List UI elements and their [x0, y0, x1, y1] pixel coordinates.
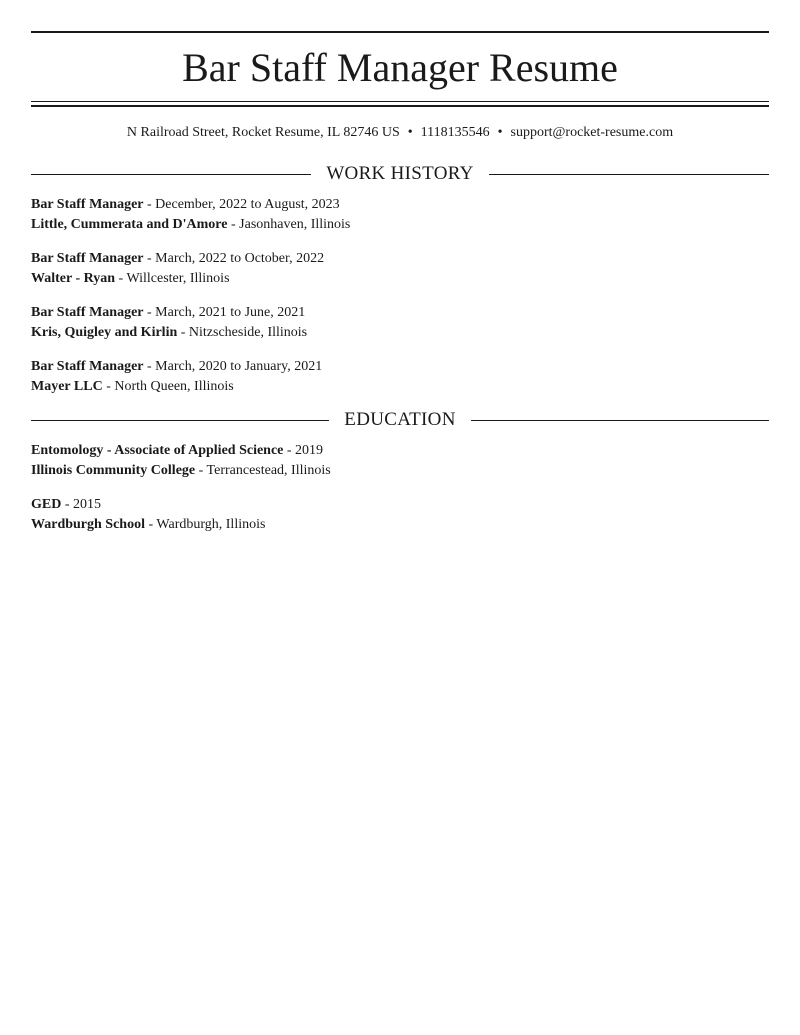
work-entry-role: Bar Staff Manager: [31, 251, 144, 266]
work-entry-role: Bar Staff Manager: [31, 359, 144, 374]
work-entry-location: - Nitzscheside, Illinois: [177, 325, 308, 340]
education-entry-school-line: [31, 461, 769, 481]
work-entry-company-line: [31, 323, 769, 343]
work-entry-role: Bar Staff Manager: [31, 197, 144, 212]
work-entry-location: - Jasonhaven, Illinois: [227, 217, 351, 232]
education-entry-degree: GED: [31, 497, 62, 512]
work-entry-company-line: [31, 377, 769, 397]
work-entry-location: - Willcester, Illinois: [115, 271, 230, 286]
education-entry-location: - Terrancestead, Illinois: [195, 463, 331, 478]
education-entry-degree-line: [31, 495, 769, 515]
education-entry-year: - 2019: [283, 443, 324, 458]
resume-title: Bar Staff Manager Resume: [182, 45, 618, 90]
education-entry-degree: Entomology - Associate of Applied Science: [31, 443, 284, 458]
section-rule-right: [471, 420, 769, 421]
contact-separator: •: [407, 125, 413, 140]
work-entry-dates: - March, 2022 to October, 2022: [143, 251, 325, 266]
section-heading-label: WORK HISTORY: [326, 163, 474, 184]
education-entry-school: Wardburgh School: [31, 517, 145, 532]
work-entry-dates: - March, 2021 to June, 2021: [143, 305, 306, 320]
education-heading: [31, 408, 769, 432]
section-rule-left: [31, 174, 311, 175]
work-entry-role-line: [31, 195, 769, 215]
education-entry-degree-line: [31, 441, 769, 461]
work-entry-company: Kris, Quigley and Kirlin: [31, 325, 178, 340]
contact-phone: 1118135546: [420, 125, 490, 140]
work-history-heading: [31, 162, 769, 186]
title-rule-thick: [31, 105, 769, 107]
work-entry-company: Little, Cummerata and D'Amore: [31, 217, 228, 232]
education-entry-year: - 2015: [61, 497, 102, 512]
work-entry-role: Bar Staff Manager: [31, 305, 144, 320]
title-rule-thin: [31, 101, 769, 102]
work-entry-dates: - December, 2022 to August, 2023: [143, 197, 340, 212]
section-rule-left: [31, 420, 329, 421]
work-entry: [31, 249, 769, 289]
work-entry-location: - North Queen, Illinois: [102, 379, 234, 394]
contact-address: N Railroad Street, Rocket Resume, IL 82746 US: [126, 125, 400, 140]
section-heading-label: EDUCATION: [344, 409, 456, 430]
work-entry-role-line: [31, 249, 769, 269]
education-entry-school: Illinois Community College: [31, 463, 196, 478]
work-entry-role-line: [31, 303, 769, 323]
work-entry-company: Walter - Ryan: [31, 271, 116, 286]
work-entry: [31, 303, 769, 343]
contact-separator: •: [497, 125, 503, 140]
education-entry-school-line: [31, 515, 769, 535]
contact-line: [31, 123, 769, 143]
work-entry-company-line: [31, 215, 769, 235]
work-entry: [31, 357, 769, 397]
section-rule-right: [489, 174, 769, 175]
education-entry-location: - Wardburgh, Illinois: [144, 517, 266, 532]
contact-email: support@rocket-resume.com: [510, 125, 674, 140]
work-entry-role-line: [31, 357, 769, 377]
work-entry: [31, 195, 769, 235]
work-entry-company: Mayer LLC: [31, 379, 103, 394]
work-entry-company-line: [31, 269, 769, 289]
education-entry: [31, 495, 769, 535]
top-rule: [31, 31, 769, 33]
education-entry: [31, 441, 769, 481]
work-entry-dates: - March, 2020 to January, 2021: [143, 359, 323, 374]
